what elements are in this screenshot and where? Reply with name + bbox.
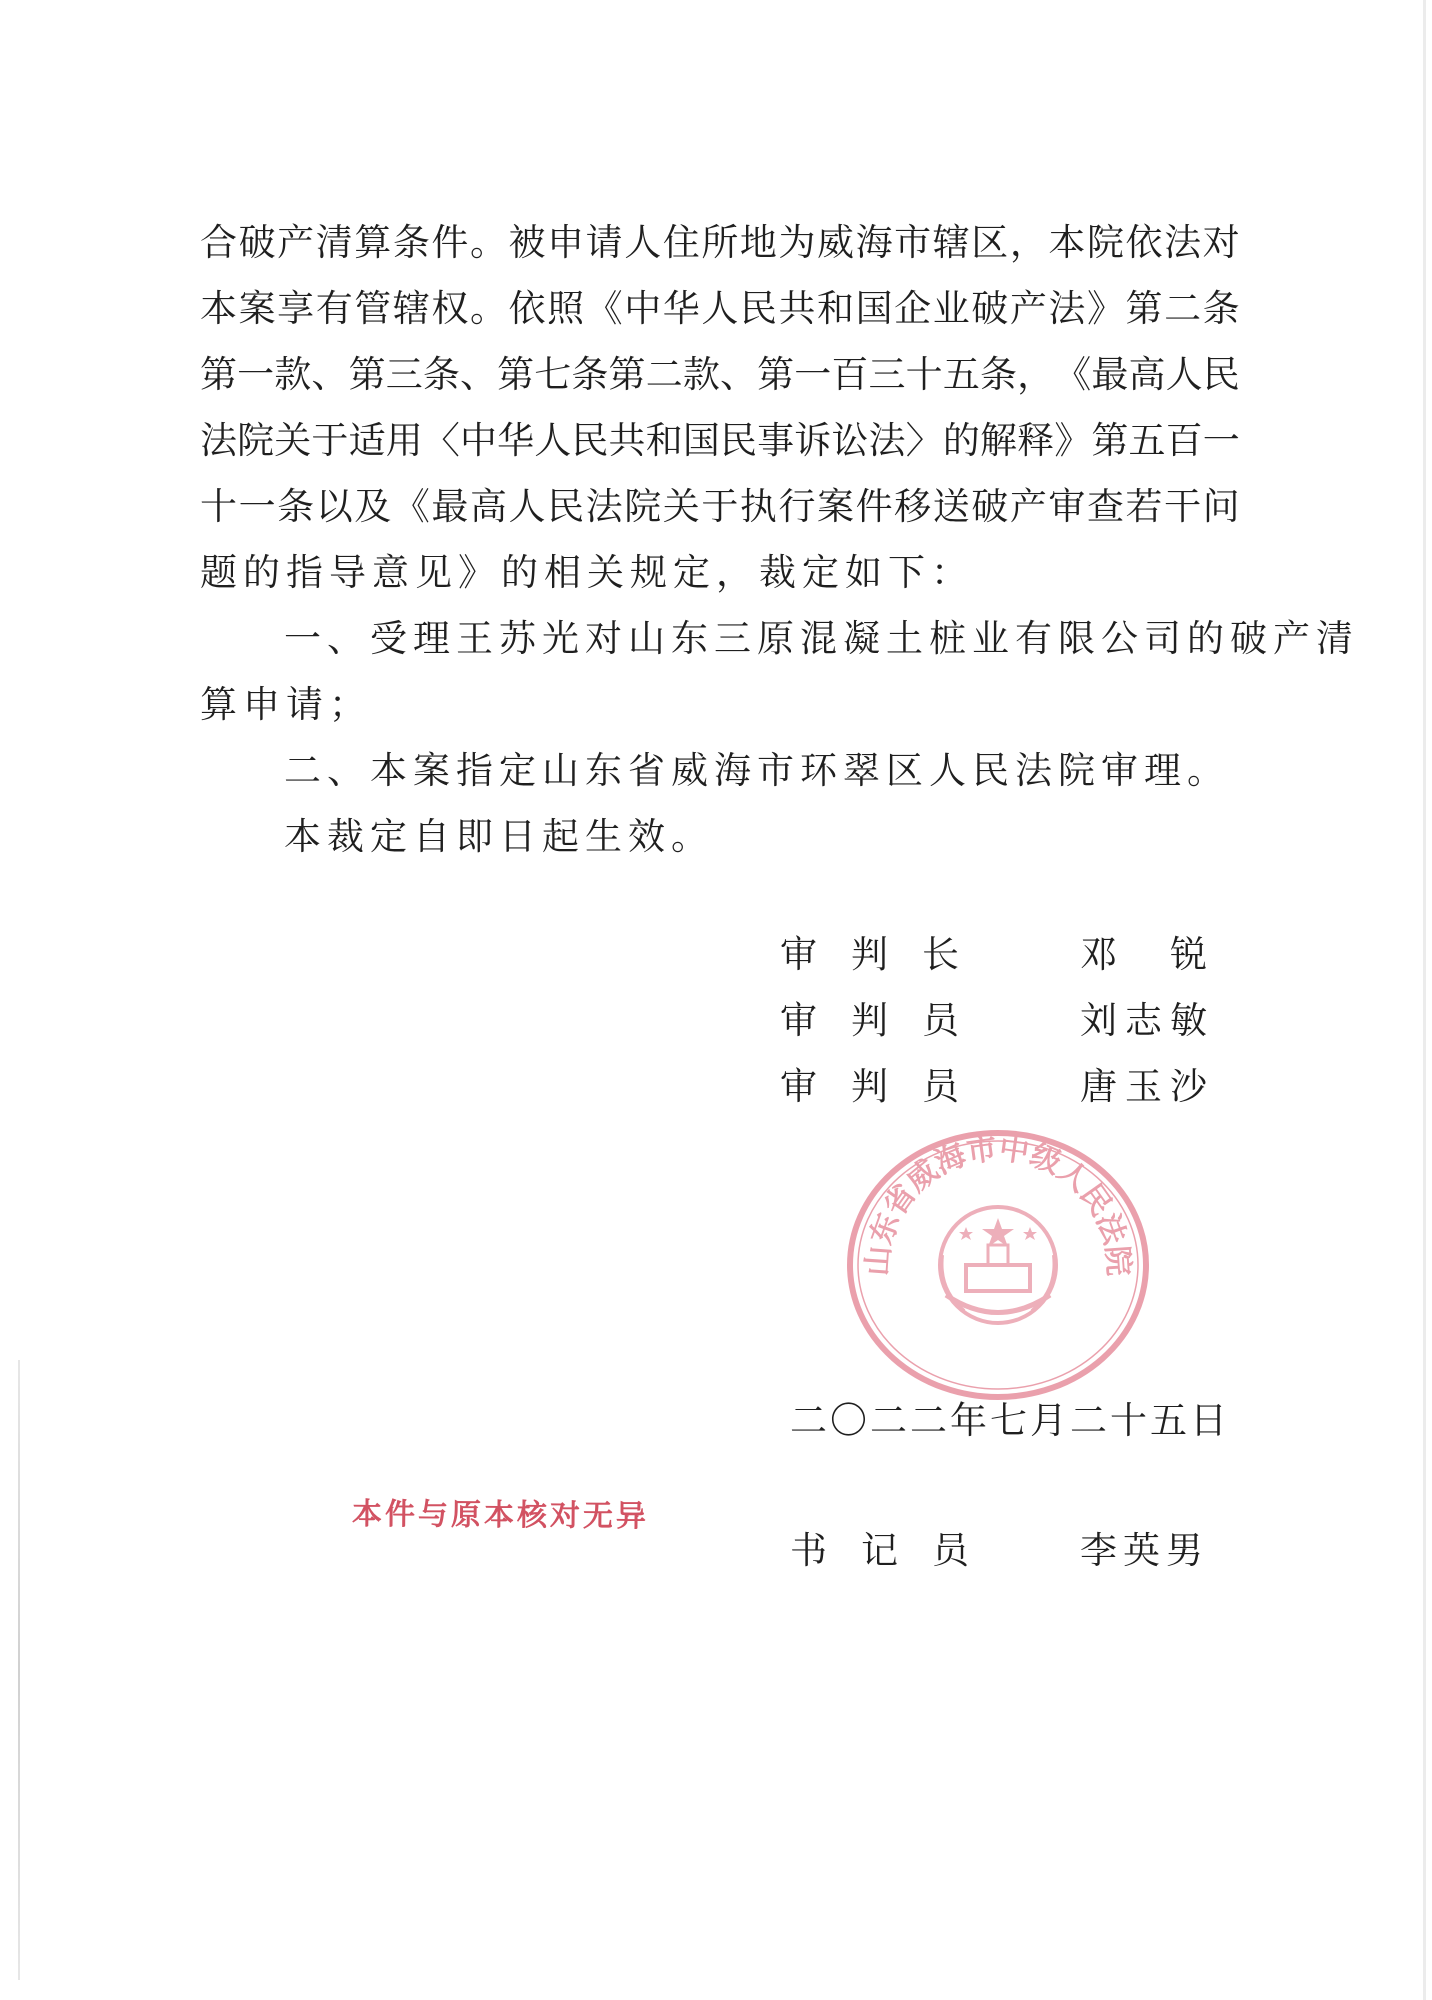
signature-role: 审判长 xyxy=(780,933,993,976)
signature-name: 刘志敏 xyxy=(1080,999,1215,1042)
signature-row xyxy=(780,988,1240,1054)
signature-name: 唐玉沙 xyxy=(1080,1065,1215,1108)
paragraph-line: 法 院 关 于 适 用 〈 中 华 人 民 共 和 国 民 事 诉 讼 法 〉 的 解 释 》 第 五 百 一 xyxy=(200,419,1240,462)
ruling-date: 二〇二二年七月二十五日 xyxy=(790,1399,1230,1442)
ruling-item-1-continued: 算申请； xyxy=(200,683,372,726)
clerk-signature xyxy=(790,1520,1209,1574)
paragraph-line: 本 案 享 有 管 辖 权 。 依 照 《 中 华 人 民 共 和 国 企 业 破 产 法 》 第 二 条 xyxy=(200,287,1240,330)
paragraph-line: 十 一 条 以 及 《 最 高 人 民 法 院 关 于 执 行 案 件 移 送 破 产 审 查 若 干 问 xyxy=(200,485,1240,528)
paragraph-line: 第 一 款 、 第 三 条 、 第 七 条 第 二 款 、 第 一 百 三 十 五 条 ， 《 最 高 人 民 xyxy=(200,353,1240,396)
scan-edge-right xyxy=(1423,0,1426,2000)
ruling-item-2: 二、本案指定山东省威海市环翠区人民法院审理。 xyxy=(284,749,1230,792)
signature-role: 审判员 xyxy=(780,1065,993,1108)
signature-block xyxy=(780,922,1240,1120)
court-seal-stamp xyxy=(838,1115,1158,1405)
copy-verification-stamp: 本件与原本核对无异 xyxy=(351,1496,650,1535)
paragraph-line: 题的指导意见》的相关规定，裁定如下： xyxy=(200,551,974,594)
ruling-item-1: 一、受理王苏光对山东三原混凝土桩业有限公司的破产清 xyxy=(284,617,1359,660)
national-emblem-icon xyxy=(940,1207,1056,1323)
signature-row xyxy=(780,922,1240,988)
paragraph-line: 合 破 产 清 算 条 件 。 被 申 请 人 住 所 地 为 威 海 市 辖 区 ， 本 院 依 法 对 xyxy=(200,221,1240,264)
signature-role: 审判员 xyxy=(780,999,993,1042)
clerk-role: 书记员 xyxy=(790,1529,1003,1572)
clerk-name: 李英男 xyxy=(1080,1529,1209,1572)
scan-edge-left xyxy=(18,1360,20,1980)
seal-text: 山东省威海市中级人民法院 xyxy=(860,1131,1136,1277)
effective-statement: 本裁定自即日起生效。 xyxy=(284,815,714,858)
signature-row xyxy=(780,1054,1240,1120)
ruling-body xyxy=(200,210,1359,870)
signature-name: 邓 锐 xyxy=(1080,933,1215,976)
